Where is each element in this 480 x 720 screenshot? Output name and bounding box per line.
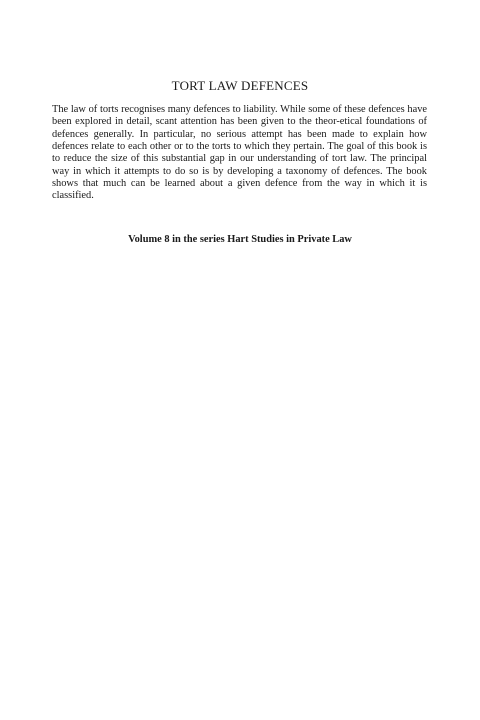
book-description: The law of torts recognises many defences to liability. While some of these defences have been explored in detail, scant attention has been given to the theor-etical foundations of defences generally. In particular, no serious attempt has been made to explain how defences relate to each other or to the torts to which they pertain. The goal of this book is to reduce the size of this substantial gap in our understanding of tort law. The principal way in which it attempts to do so is by developing a taxonomy of defences. The book shows that much can be learned about a given defence from the way in which it is classified. [52, 104, 427, 202]
page-title: TORT LAW DEFENCES [171, 78, 309, 93]
series-note: Volume 8 in the series Hart Studies in Private Law [128, 234, 352, 245]
